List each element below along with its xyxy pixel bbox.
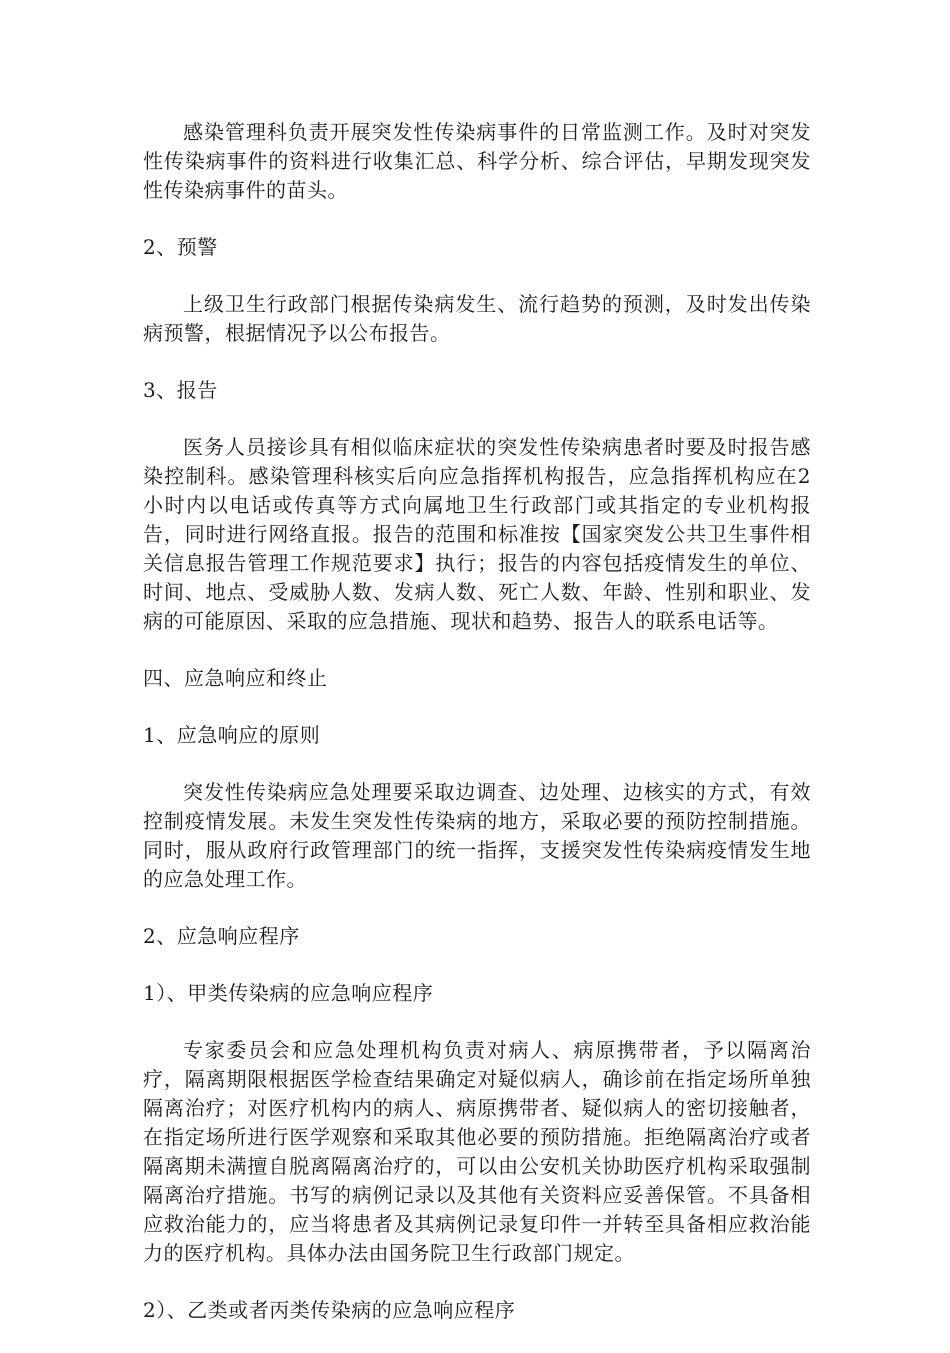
heading-response-principle: 1、应急响应的原则 <box>143 723 321 747</box>
heading-report: 3、报告 <box>143 378 218 402</box>
paragraph-warning: 上级卫生行政部门根据传染病发生、流行趋势的预测，及时发出传染病预警，根据情况予以公布报告。 <box>143 292 811 345</box>
paragraph-class-a-procedure: 专家委员会和应急处理机构负责对病人、病原携带者，予以隔离治疗，隔离期限根据医学检查结果确定对疑似病人，确诊前在指定场所单独隔离治疗；对医疗机构内的病人、病原携带者、疑似病人的密切接触者，在指定场所进行医学观察和采取其他必要的预防措施。拒绝隔离治疗或者隔离期未满擅自脱离隔离治疗的，可以由公安机关协助医疗机构采取强制隔离治疗措施。书写的病例记录以及其他有关资料应妥善保管。不具备相应救治能力的，应当将患者及其病例记录复印件一并转至具备相应救治能力的医疗机构。具体办法由国务院卫生行政部门规定。 <box>143 1038 811 1265</box>
paragraph-report: 医务人员接诊具有相似临床症状的突发性传染病患者时要及时报告感染控制科。感染管理科核实后向应急指挥机构报告，应急指挥机构应在2小时内以电话或传真等方式向属地卫生行政部门或其指定的专业机构报告，同时进行网络直报。报告的范围和标准按【国家突发公共卫生事件相关信息报告管理工作规范要求】执行；报告的内容包括疫情发生的单位、时间、地点、受威胁人数、发病人数、死亡人数、年龄、性别和职业、发病的可能原因、采取的应急措施、现状和趋势、报告人的联系电话等。 <box>143 435 811 633</box>
heading-warning: 2、预警 <box>143 235 218 259</box>
paragraph-monitoring: 感染管理科负责开展突发性传染病事件的日常监测工作。及时对突发性传染病事件的资料进行收集汇总、科学分析、综合评估，早期发现突发性传染病事件的苗头。 <box>143 120 811 202</box>
paragraph-response-principle: 突发性传染病应急处理要采取边调查、边处理、边核实的方式，有效控制疫情发展。未发生突发性传染病的地方，采取必要的预防控制措施。同时，服从政府行政管理部门的统一指挥，支援突发性传染病疫情发生地的应急处理工作。 <box>143 780 811 891</box>
heading-response-procedure: 2、应急响应程序 <box>143 924 300 948</box>
document-page <box>143 118 811 1353</box>
heading-section-four: 四、应急响应和终止 <box>143 666 328 690</box>
heading-class-a-procedure: 1）、甲类传染病的应急响应程序 <box>143 981 434 1005</box>
heading-class-bc-procedure: 2）、乙类或者丙类传染病的应急响应程序 <box>143 1298 516 1322</box>
